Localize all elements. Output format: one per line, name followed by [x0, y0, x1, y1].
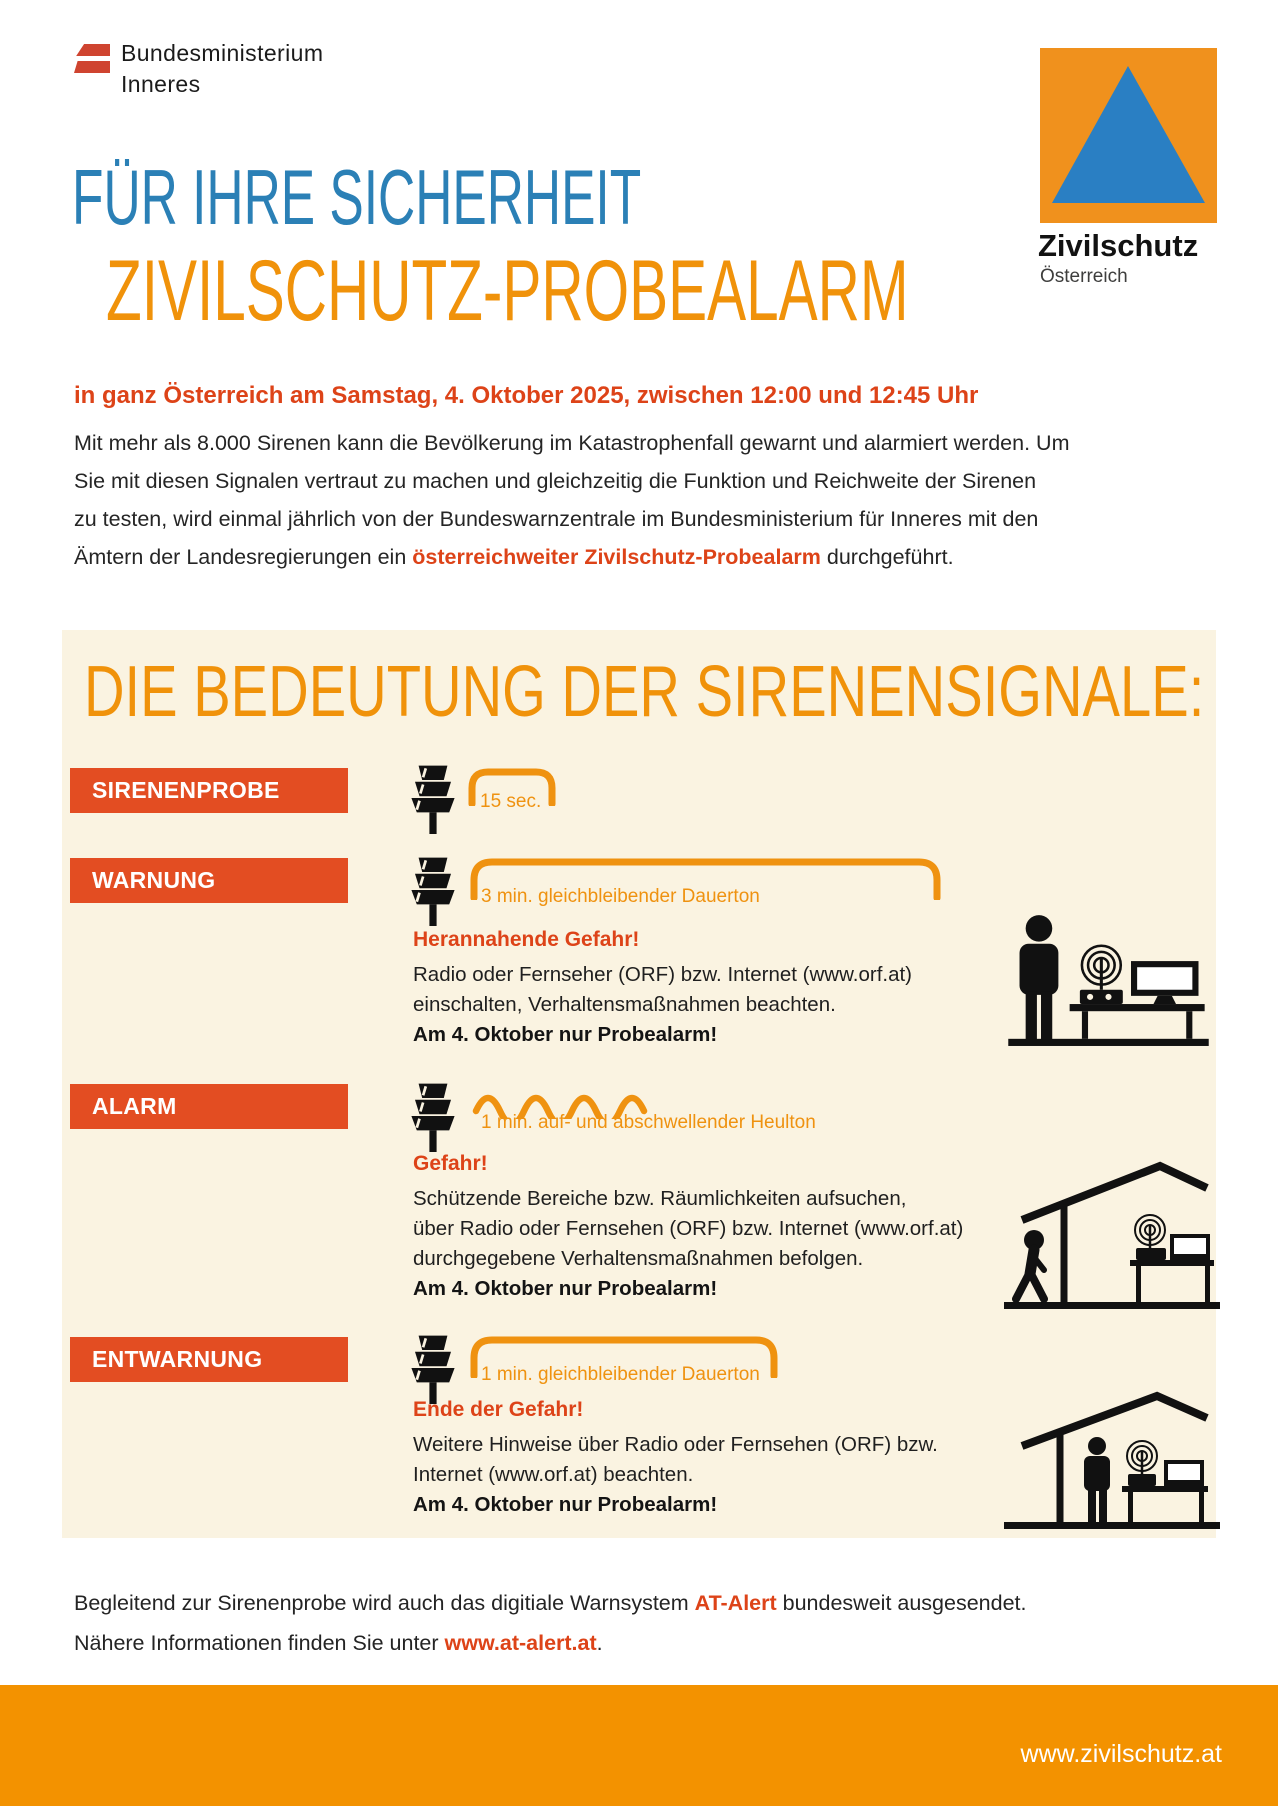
outro-line2-post: . [596, 1631, 603, 1655]
ministry-logo-text [121, 38, 323, 100]
outro-line2-pre: Nähere Informationen finden Sie unter [74, 1631, 445, 1655]
zivilschutz-logo-title: Zivilschutz [1038, 228, 1199, 263]
outro-line1-pre: Begleitend zur Sirenenprobe wird auch das digitiale Warnsystem [74, 1591, 695, 1615]
entwarnung-note: Am 4. Oktober nur Probealarm! [413, 1493, 718, 1516]
austria-flag-icon [74, 42, 112, 76]
intro-line4 [74, 538, 1074, 576]
zivilschutz-logo-icon [1040, 48, 1217, 223]
siren-icon [406, 760, 460, 836]
siren-icon [406, 852, 460, 928]
caption-sirenenprobe: 15 sec. [480, 791, 542, 812]
label-warnung: WARNUNG [70, 858, 348, 903]
alarm-pictogram [1002, 1158, 1222, 1310]
caption-warnung: 3 min. gleichbleibender Dauerton [481, 886, 760, 907]
outro-line1 [74, 1583, 1194, 1623]
label-sirenenprobe: SIRENENPROBE [70, 768, 348, 813]
entwarnung-pictogram [1002, 1388, 1222, 1530]
alarm-line1: Schützende Bereiche bzw. Räumlichkeiten aufsuchen, [413, 1187, 907, 1210]
entwarnung-alert: Ende der Gefahr! [413, 1398, 584, 1421]
outro-line2 [74, 1623, 1194, 1663]
alarm-note: Am 4. Oktober nur Probealarm! [413, 1277, 718, 1300]
warnung-alert: Herannahende Gefahr! [413, 928, 640, 951]
caption-alarm: 1 min. auf- und abschwellender Heulton [481, 1112, 816, 1133]
headline-line1-wrap [72, 153, 934, 241]
warnung-line2: einschalten, Verhaltensmaßnahmen beachten. [413, 993, 836, 1016]
label-entwarnung: ENTWARNUNG [70, 1337, 348, 1382]
headline-line2: ZIVILSCHUTZ-PROBEALARM [106, 243, 909, 339]
footer-url: www.zivilschutz.at [1020, 1740, 1222, 1768]
zivilschutz-logo-subtitle: Österreich [1040, 266, 1128, 287]
intro-line4-post: durchgeführt. [820, 545, 954, 569]
caption-entwarnung: 1 min. gleichbleibender Dauerton [481, 1364, 760, 1385]
at-alert-url: www.at-alert.at [444, 1631, 597, 1655]
alarm-description [413, 1150, 993, 1304]
label-alarm: ALARM [70, 1084, 348, 1129]
entwarnung-line1: Weitere Hinweise über Radio oder Fernsehen (ORF) bzw. [413, 1433, 938, 1456]
intro-line4-pre: Ämtern der Landesregierungen ein [74, 545, 413, 569]
ministry-name-line1: Bundesministerium [121, 40, 324, 66]
intro-paragraph [74, 424, 1074, 576]
ministry-name-line2: Inneres [121, 71, 201, 97]
signals-heading-wrap [84, 652, 1278, 732]
date-line: in ganz Österreich am Samstag, 4. Oktober 2025, zwischen 12:00 und 12:45 Uhr [74, 382, 979, 409]
alarm-alert: Gefahr! [413, 1152, 488, 1175]
outro-line1-post: bundesweit ausgesendet. [776, 1591, 1027, 1615]
warnung-pictogram [1006, 912, 1211, 1047]
siren-icon [406, 1330, 460, 1406]
intro-line4-emphasis: österreichweiter Zivilschutz-Probealarm [412, 545, 821, 569]
outro-paragraph [74, 1583, 1194, 1663]
siren-icon [406, 1078, 460, 1154]
warnung-line1: Radio oder Fernseher (ORF) bzw. Internet (www.orf.at) [413, 963, 913, 986]
headline-line1: FÜR IHRE SICHERHEIT [72, 153, 642, 241]
intro-line1: Mit mehr als 8.000 Sirenen kann die Bevölkerung im Katastrophenfall gewarnt und alarmiert werden. Um [74, 431, 1070, 455]
warnung-note: Am 4. Oktober nur Probealarm! [413, 1023, 718, 1046]
warnung-description [413, 926, 973, 1050]
entwarnung-description [413, 1396, 973, 1520]
intro-line3: zu testen, wird einmal jährlich von der Bundeswarnzentrale im Bundesministerium für Inneres mit den [74, 507, 1039, 531]
alarm-line3: durchgegebene Verhaltensmaßnahmen befolgen. [413, 1247, 864, 1270]
signals-heading: DIE BEDEUTUNG DER SIRENENSIGNALE: [84, 652, 1205, 732]
intro-line2: Sie mit diesen Signalen vertraut zu machen und gleichzeitig die Funktion und Reichweite der Sirenen [74, 469, 1037, 493]
headline-line2-wrap [106, 243, 1278, 339]
footer-bar [0, 1685, 1278, 1806]
entwarnung-line2: Internet (www.orf.at) beachten. [413, 1463, 694, 1486]
at-alert-emphasis: AT-Alert [694, 1591, 777, 1615]
alarm-line2: über Radio oder Fernsehen (ORF) bzw. Internet (www.orf.at) [413, 1217, 964, 1240]
